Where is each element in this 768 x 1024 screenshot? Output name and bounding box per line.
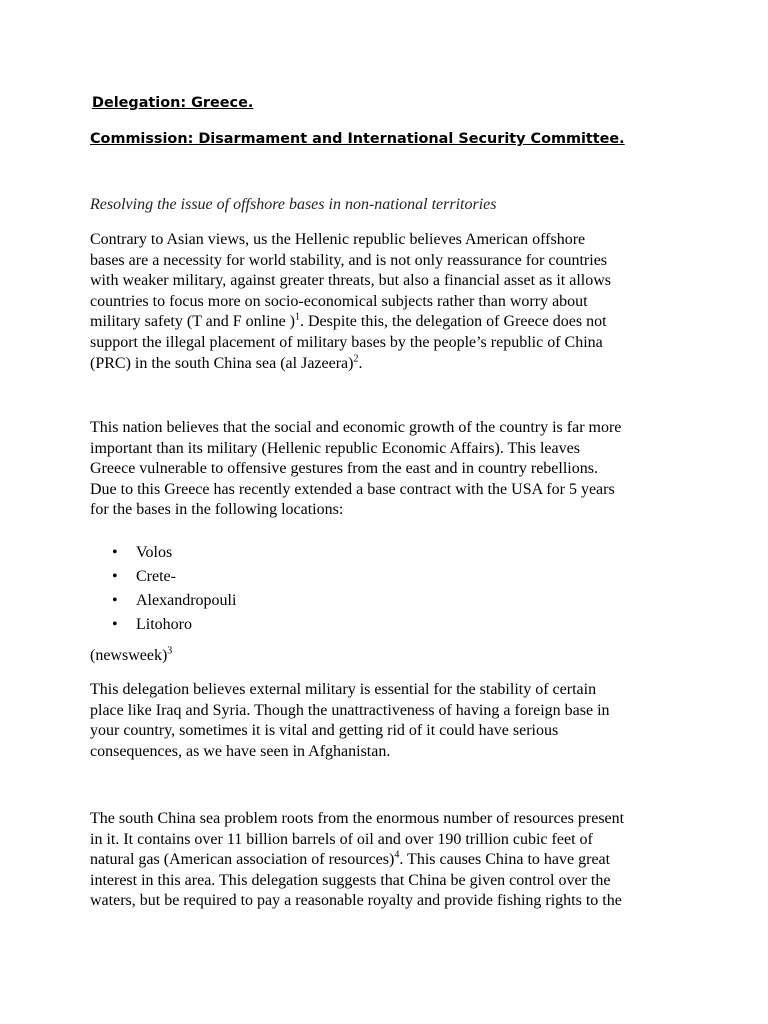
source-text: (newsweek) bbox=[90, 647, 168, 664]
paragraph-line: bases are a necessity for world stability, and is not only reassurance for countries bbox=[90, 251, 608, 269]
paragraph-line: place like Iraq and Syria. Though the unattractiveness of having a foreign base in bbox=[90, 701, 610, 719]
paragraph-line: your country, sometimes it is vital and getting rid of it could have serious bbox=[90, 722, 559, 740]
line-text: . Despite this, the delegation of Greece does not bbox=[300, 313, 607, 331]
list-item-label: Litohoro bbox=[136, 616, 192, 633]
bases-list bbox=[110, 541, 236, 637]
list-item bbox=[110, 589, 236, 613]
paragraph-line: This nation believes that the social and economic growth of the country is far more bbox=[90, 419, 622, 436]
paragraph-line: The south China sea problem roots from the enormous number of resources present bbox=[90, 810, 625, 827]
paragraph-line bbox=[90, 312, 690, 333]
paragraph-1 bbox=[90, 230, 690, 374]
footnote-ref: 4 bbox=[394, 849, 400, 861]
line-text: military safety (T and F online ) bbox=[90, 313, 295, 331]
footnote-ref: 1 bbox=[295, 312, 300, 324]
paragraph-line: countries to focus more on socio-economical subjects rather than worry about bbox=[90, 292, 588, 310]
paragraph-line: important than its military (Hellenic republic Economic Affairs). This leaves bbox=[90, 439, 580, 457]
paragraph-line bbox=[90, 850, 690, 871]
paragraph-line: This delegation believes external military is essential for the stability of certain bbox=[90, 681, 597, 698]
footnote-ref: 3 bbox=[167, 645, 173, 657]
paragraph-line bbox=[90, 354, 690, 375]
list-item-label: Alexandropouli bbox=[136, 592, 237, 609]
paragraph-line: Contrary to Asian views, us the Hellenic republic believes American offshore bbox=[90, 231, 586, 248]
paragraph-line: for the bases in the following locations: bbox=[90, 501, 344, 519]
line-text: (PRC) in the south China sea (al Jazeera) bbox=[90, 354, 354, 372]
list-item-label: Volos bbox=[136, 544, 173, 561]
source-citation bbox=[90, 647, 172, 665]
line-text: . This causes China to have great bbox=[399, 851, 611, 869]
paragraph-line: interest in this area. This delegation suggests that China be given control over the bbox=[90, 871, 611, 889]
bullet-icon: • bbox=[112, 544, 118, 561]
paragraph-line: in it. It contains over 11 billion barrels of oil and over 190 trillion cubic feet of bbox=[90, 830, 593, 848]
list-item bbox=[110, 565, 236, 589]
paragraph-line: Greece vulnerable to offensive gestures from the east and in country rebellions. bbox=[90, 460, 598, 478]
delegation-heading: Delegation: Greece. bbox=[92, 95, 254, 111]
commission-heading: Commission: Disarmament and International Security Committee. bbox=[90, 131, 625, 147]
line-text: . bbox=[358, 354, 363, 372]
paragraph-3 bbox=[90, 680, 690, 762]
paragraph-line: Due to this Greece has recently extended a base contract with the USA for 5 years bbox=[90, 480, 615, 498]
footnote-ref: 2 bbox=[353, 353, 359, 365]
list-item-label: Crete- bbox=[136, 568, 176, 585]
bullet-icon: • bbox=[112, 592, 118, 609]
line-text: natural gas (American association of resources) bbox=[90, 851, 395, 869]
topic-title: Resolving the issue of offshore bases in non-national territories bbox=[90, 196, 497, 213]
paragraph-line: support the illegal placement of military bases by the people’s republic of China bbox=[90, 333, 603, 351]
paragraph-line: with weaker military, against greater threats, but also a financial asset as it allows bbox=[90, 272, 612, 290]
list-item bbox=[110, 613, 236, 637]
list-item bbox=[110, 541, 236, 565]
paragraph-2 bbox=[90, 418, 690, 521]
bullet-icon: • bbox=[112, 616, 118, 633]
paragraph-line: consequences, as we have seen in Afghanistan. bbox=[90, 742, 391, 760]
paragraph-4 bbox=[90, 809, 690, 912]
paragraph-line: waters, but be required to pay a reasonable royalty and provide fishing rights to the bbox=[90, 892, 622, 910]
bullet-icon: • bbox=[112, 568, 118, 585]
